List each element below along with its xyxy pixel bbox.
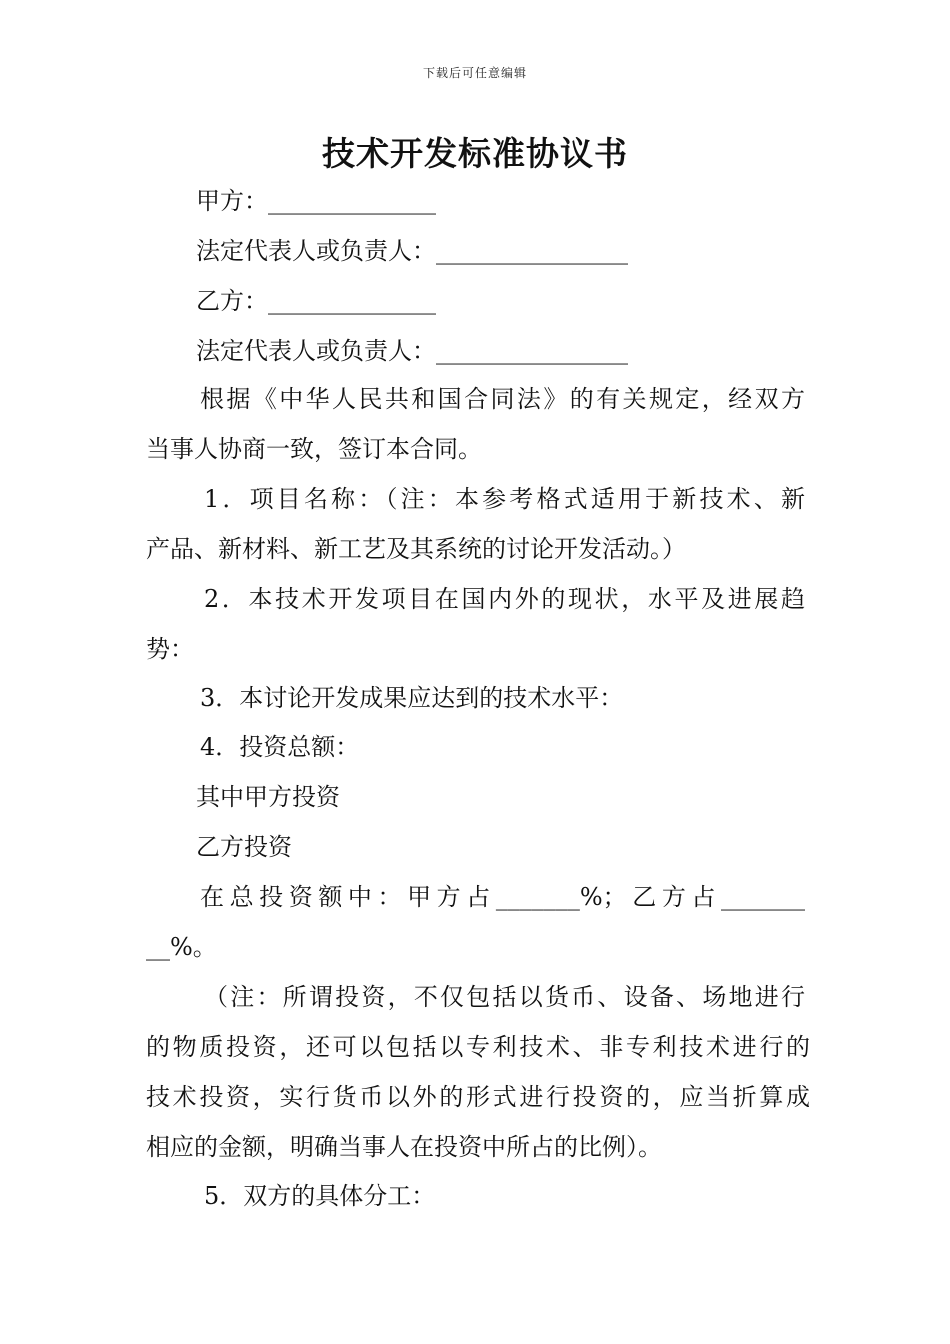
investment-note-line-1: （注：所谓投资，不仅包括以货币、设备、场地进行 [204,983,805,1011]
investment-share-line-2: __%。 [146,933,217,961]
clause-5-line: 5．双方的具体分工： [204,1182,436,1210]
clause-2-line-1: 2．本技术开发项目在国内外的现状，水平及进展趋 [204,585,805,613]
preamble-line-2: 当事人协商一致，签订本合同。 [146,435,482,463]
party-b-investment-line: 乙方投资 [196,833,292,861]
party-b-line: 乙方：______________ [196,287,436,315]
party-a-line: 甲方：______________ [196,187,436,215]
clause-2-line-2: 势： [146,635,194,663]
preamble-line-1: 根据《中华人民共和国合同法》的有关规定，经双方 [200,385,805,413]
party-a-investment-line: 其中甲方投资 [196,783,340,811]
clause-3-line: 3．本讨论开发成果应达到的技术水平： [200,684,624,712]
investment-note-line-2: 的物质投资，还可以包括以专利技术、非专利技术进行的 [146,1033,810,1061]
clause-1-line-1: 1．项目名称：（注：本参考格式适用于新技术、新 [204,485,805,513]
document-title: 技术开发标准协议书 [322,134,628,173]
party-b-representative-line: 法定代表人或负责人：________________ [196,337,628,365]
party-a-representative-line: 法定代表人或负责人：________________ [196,237,628,265]
clause-1-line-2: 产品、新材料、新工艺及其系统的讨论开发活动。） [146,535,686,563]
investment-note-line-4: 相应的金额，明确当事人在投资中所占的比例）。 [146,1133,662,1161]
clause-4-line: 4．投资总额： [200,733,360,761]
investment-note-line-3: 技术投资，实行货币以外的形式进行投资的，应当折算成 [146,1083,810,1111]
investment-share-line-1: 在总投资额中：甲方占_______%；乙方占_______ [200,883,805,911]
download-note: 下载后可任意编辑 [422,66,527,80]
